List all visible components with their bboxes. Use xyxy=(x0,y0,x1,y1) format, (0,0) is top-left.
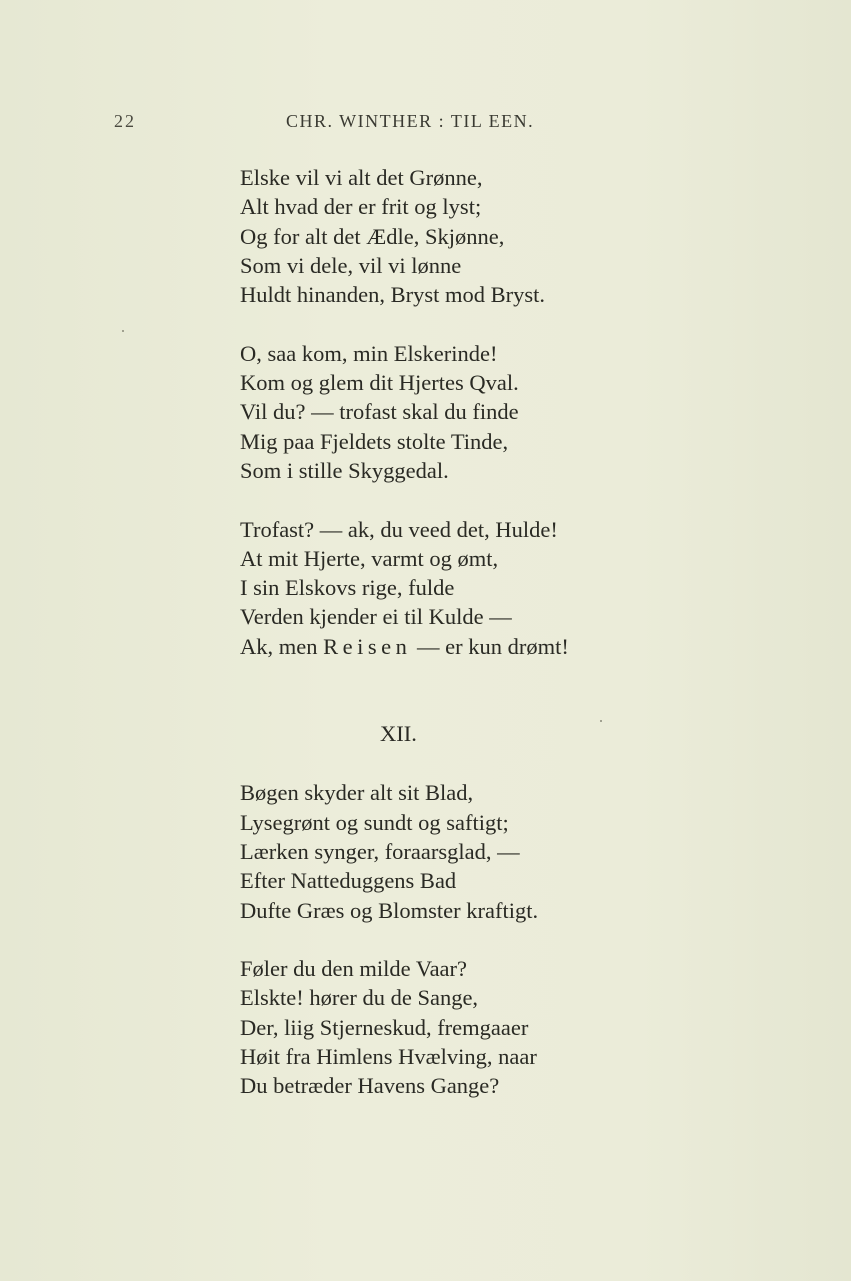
verse-line: Elskte! hører du de Sange, xyxy=(240,985,479,1011)
verse-line: Bøgen skyder alt sit Blad, xyxy=(240,780,474,806)
verse-line: Lærken synger, foraarsglad, — xyxy=(240,838,520,864)
verse-line: Som i stille Skyggedal. xyxy=(240,457,449,483)
verse-line: Som vi dele, vil vi lønne xyxy=(240,252,462,278)
section-title: XII. xyxy=(380,721,417,747)
verse-line: At mit Hjerte, varmt og ømt, xyxy=(240,545,499,571)
verse-line: Verden kjender ei til Kulde — xyxy=(240,604,512,630)
verse-line: Huldt hinanden, Bryst mod Bryst. xyxy=(240,282,545,308)
verse-fragment: — er kun drømt! xyxy=(411,633,569,659)
spaced-word: Reisen xyxy=(323,633,412,659)
stanza-2 xyxy=(240,339,760,485)
stanza-3 xyxy=(240,515,760,661)
verse-line: Dufte Græs og Blomster kraftigt. xyxy=(240,897,539,923)
verse-line: Elske vil vi alt det Grønne, xyxy=(240,165,483,190)
verse-line: Høit fra Himlens Hvælving, naar xyxy=(240,1044,537,1070)
verse-line: I sin Elskovs rige, fulde xyxy=(240,575,455,601)
paper-speck xyxy=(600,720,602,722)
verse-line: Du betræder Havens Gange? xyxy=(240,1073,500,1099)
paper-speck xyxy=(122,330,124,332)
verse-line: O, saa kom, min Elskerinde! xyxy=(240,340,498,366)
stanza-4 xyxy=(240,778,760,924)
verse-line: Føler du den milde Vaar? xyxy=(240,956,468,982)
verse-line: Og for alt det Ædle, Skjønne, xyxy=(240,223,505,249)
verse-line: Alt hvad der er frit og lyst; xyxy=(240,194,482,220)
poem-body xyxy=(240,163,760,1101)
verse-fragment: Ak, men xyxy=(240,633,324,659)
verse-line: Trofast? — ak, du veed det, Hulde! xyxy=(240,516,558,542)
stanza-5 xyxy=(240,954,760,1100)
verse-line: Vil du? — trofast skal du finde xyxy=(240,399,519,425)
verse-line: Kom og glem dit Hjertes Qval. xyxy=(240,370,519,396)
verse-line: Efter Natteduggens Bad xyxy=(240,868,457,894)
verse-line-spaced xyxy=(240,632,760,661)
page-number: 22 xyxy=(114,111,136,131)
stanza-1 xyxy=(240,163,760,309)
running-head: CHR. WINTHER : TIL EEN. xyxy=(286,111,535,131)
verse-line: Lysegrønt og sundt og saftigt; xyxy=(240,809,509,835)
verse-line: Mig paa Fjeldets stolte Tinde, xyxy=(240,428,509,454)
verse-line: Der, liig Stjerneskud, fremgaaer xyxy=(240,1014,529,1040)
